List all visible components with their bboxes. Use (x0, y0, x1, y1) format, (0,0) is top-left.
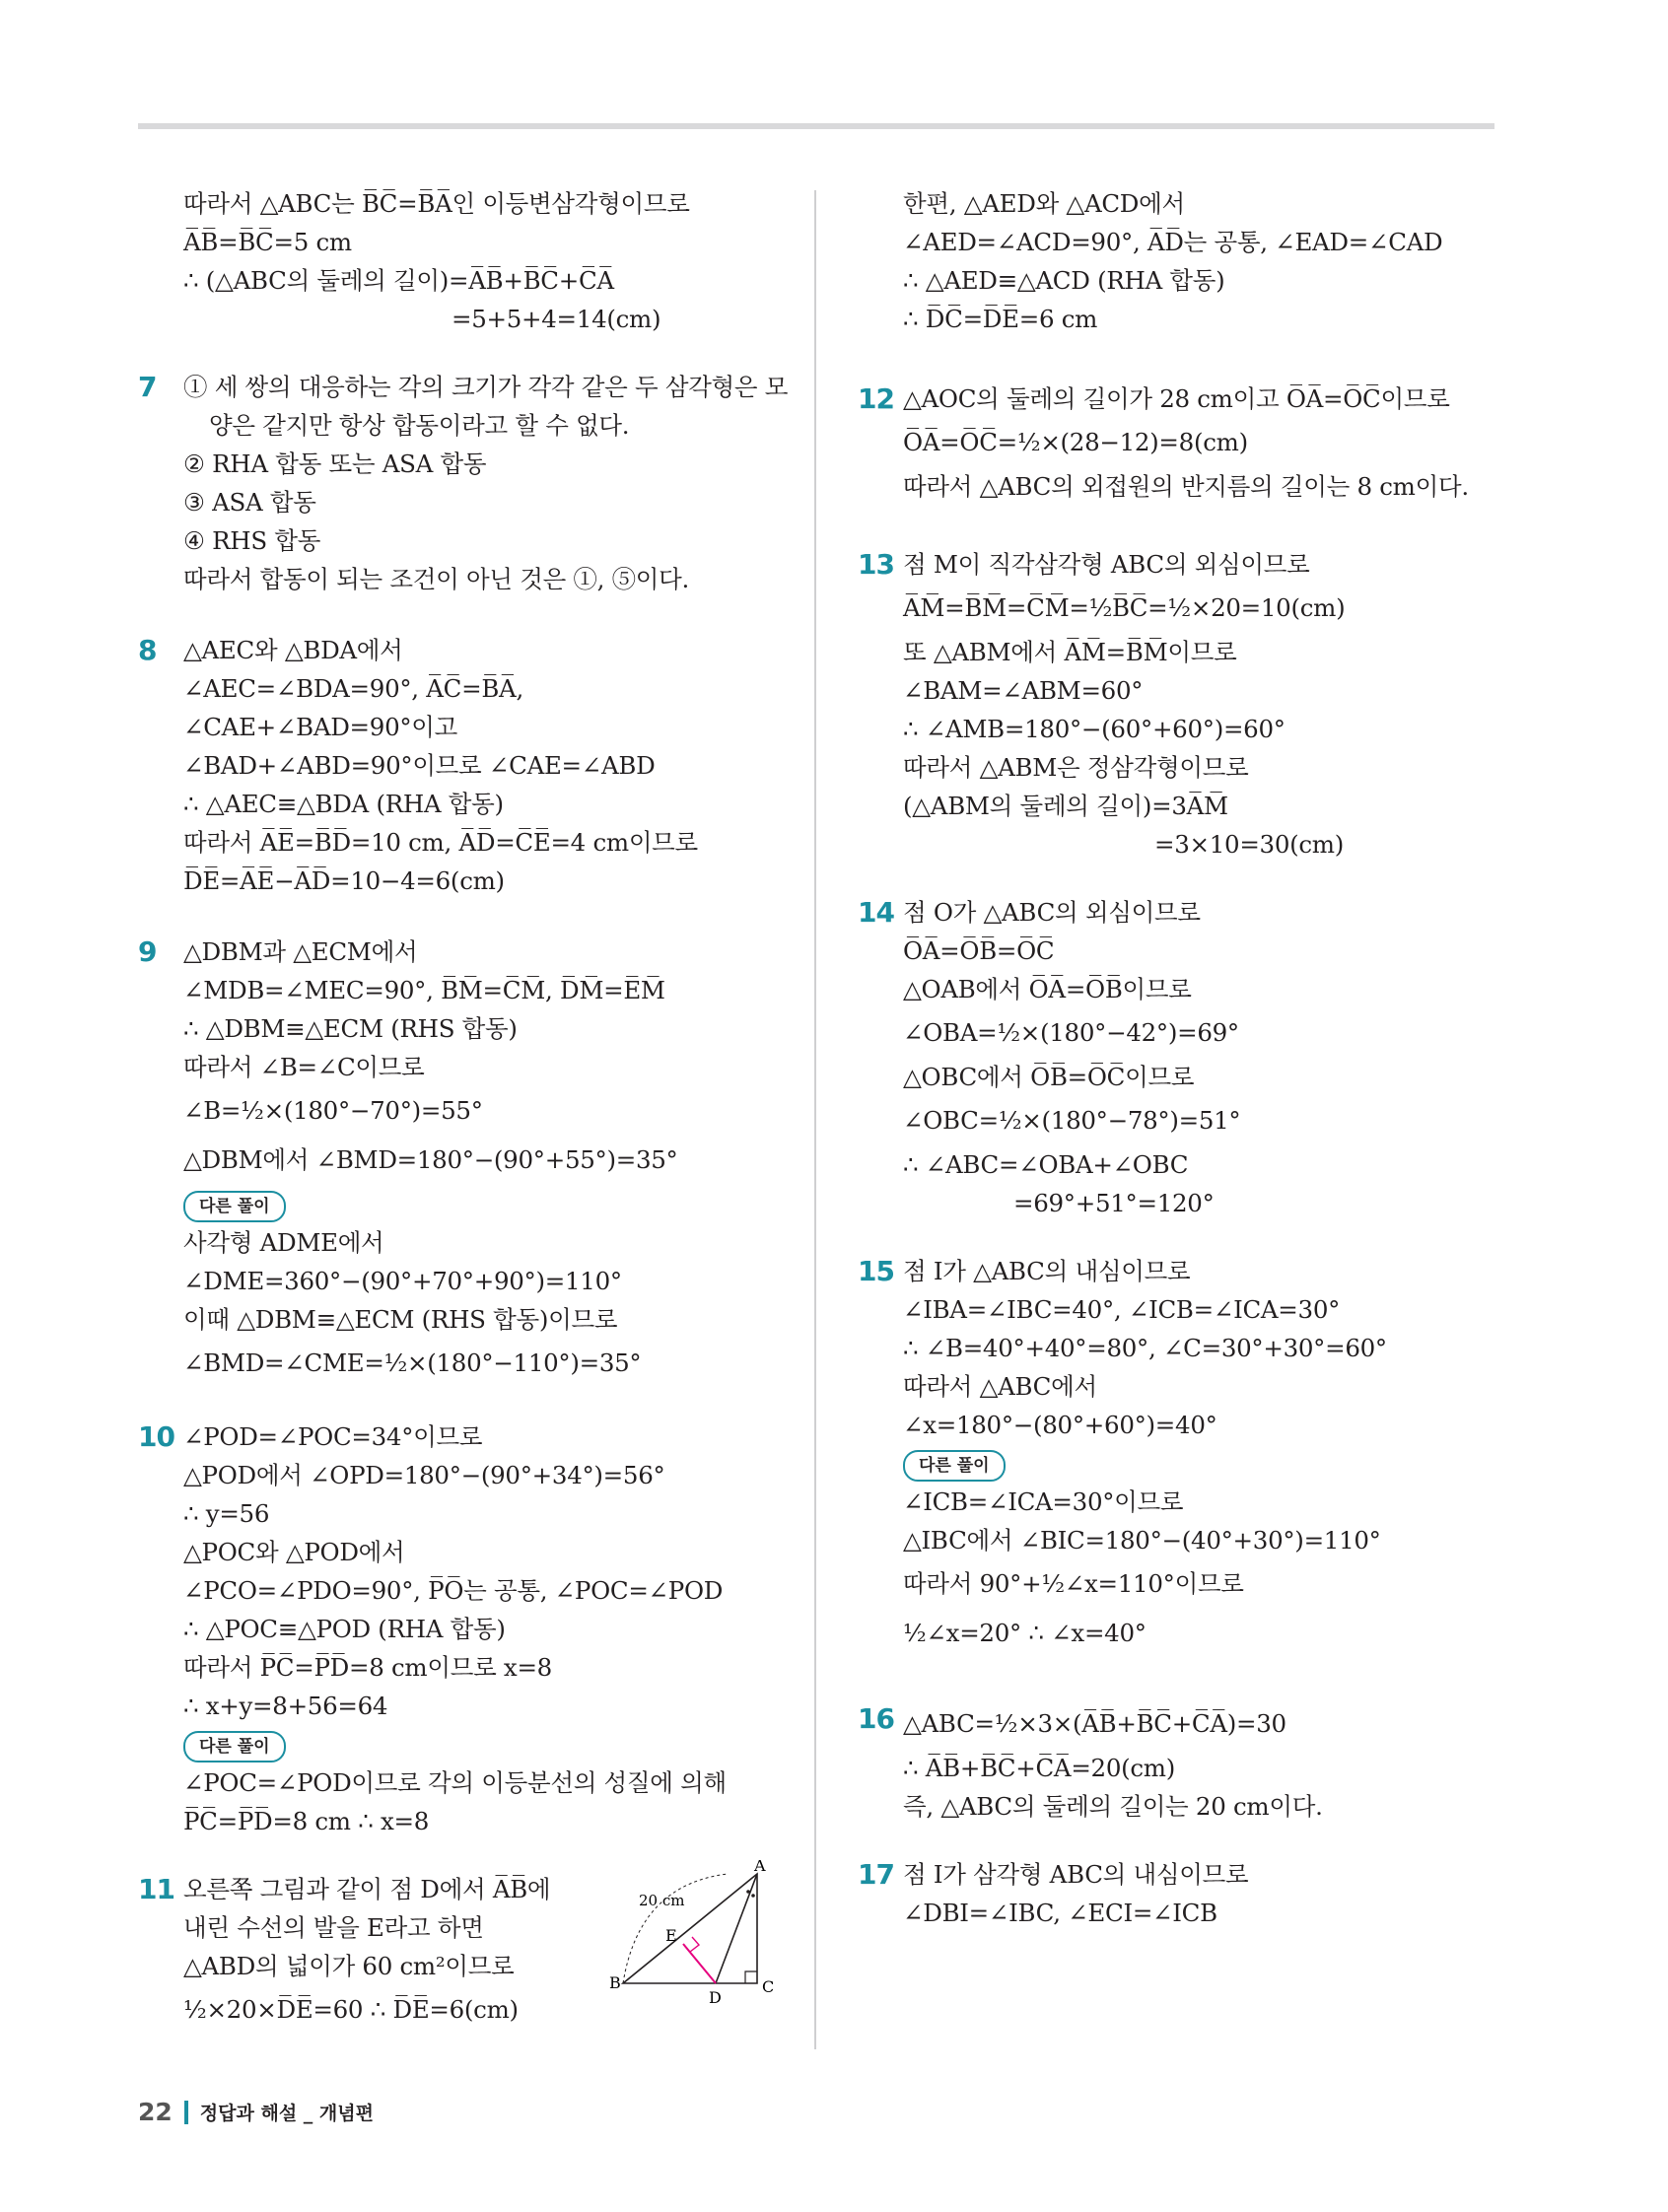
problem-number: 15 (858, 1255, 894, 1287)
solution-line: ∴ ∠AMB=180°−(60°+60°)=60° (903, 715, 1286, 743)
solution-line: ∠ICB=∠ICA=30°이므로 (903, 1487, 1184, 1516)
solution-line: ∠BAM=∠ABM=60° (903, 676, 1144, 705)
page-number: 22 (138, 2098, 173, 2126)
solution-line: △OBC에서 O̅B̅=O̅C̅이므로 (903, 1063, 1195, 1091)
solution-line: ∠BAD+∠ABD=90°이므로 ∠CAE=∠ABD (183, 751, 656, 780)
label-b: B (609, 1973, 621, 1992)
solution-line: 따라서 A̅E̅=B̅D̅=10 cm, A̅D̅=C̅E̅=4 cm이므로 (183, 828, 698, 857)
solution-line: ∠OBC=½×(180°−78°)=51° (903, 1106, 1241, 1135)
solution-line: 점 O가 △ABC의 외심이므로 (903, 898, 1201, 927)
solution-line: △POC와 △POD에서 (183, 1538, 405, 1566)
problem-8 (138, 631, 789, 900)
solution-line: ∠PCO=∠PDO=90°, P̅O̅는 공통, ∠POC=∠POD (183, 1576, 724, 1605)
solution-line: ½×20×D̅E̅=60 ∴ D̅E̅=6(cm) (183, 1995, 519, 2024)
problem-11 (138, 1860, 789, 2035)
solution-line: △DBM에서 ∠BMD=180°−(90°+55°)=35° (183, 1145, 678, 1174)
solution-line: A̅B̅=B̅C̅=5 cm (183, 228, 352, 256)
problem-12 (858, 380, 1489, 506)
solution-line: ③ ASA 합동 (183, 488, 316, 517)
solution-line: 따라서 △ABM은 정삼각형이므로 (903, 753, 1249, 782)
problem-number: 14 (858, 896, 894, 929)
alt-solution-badge: 다른 풀이 (183, 1731, 286, 1763)
solution-line: =69°+51°=120° (1013, 1189, 1215, 1217)
label-c: C (762, 1977, 775, 1996)
solution-line: 따라서 △ABC는 B̅C̅=B̅A̅인 이등변삼각형이므로 (183, 189, 690, 218)
solution-line: △AOC의 둘레의 길이가 28 cm이고 O̅A̅=O̅C̅이므로 (903, 384, 1450, 413)
solution-line: ∴ (△ABC의 둘레의 길이)=A̅B̅+B̅C̅+C̅A̅ (183, 266, 614, 295)
solution-line: △OAB에서 O̅A̅=O̅B̅이므로 (903, 975, 1192, 1003)
solution-line: ∴ x+y=8+56=64 (183, 1692, 388, 1720)
problem-9 (138, 933, 789, 1388)
solution-line: =3×10=30(cm) (1154, 830, 1344, 859)
solution-line: D̅E̅=A̅E̅−A̅D̅=10−4=6(cm) (183, 866, 505, 895)
column-divider (814, 190, 816, 2049)
solution-line: △ABD의 넓이가 60 cm²이므로 (183, 1952, 515, 1980)
solution-line: △AEC와 △BDA에서 (183, 636, 403, 664)
solution-line: (△ABM의 둘레의 길이)=3A̅M̅ (903, 792, 1228, 820)
solution-line: ② RHA 합동 또는 ASA 합동 (183, 449, 487, 478)
solution-line: 따라서 △ABC의 외접원의 반지름의 길이는 8 cm이다. (903, 472, 1469, 501)
solution-line: ∠AEC=∠BDA=90°, A̅C̅=B̅A̅, (183, 674, 523, 703)
problem-10 (138, 1417, 789, 1840)
solution-line: 사각형 ADME에서 (183, 1228, 384, 1257)
left-column (138, 184, 789, 2035)
label-d: D (709, 1988, 722, 2007)
solution-line: ∴ D̅C̅=D̅E̅=6 cm (903, 305, 1098, 333)
solution-line: ∴ A̅B̅+B̅C̅+C̅A̅=20(cm) (903, 1754, 1175, 1782)
solution-line: △ABC=½×3×(A̅B̅+B̅C̅+C̅A̅)=30 (903, 1709, 1286, 1738)
solution-line: ∠POD=∠POC=34°이므로 (183, 1422, 483, 1451)
solution-line: ∴ △DBM≡△ECM (RHS 합동) (183, 1014, 518, 1043)
problem-17 (858, 1855, 1489, 1932)
solution-line: O̅A̅=O̅B̅=O̅C̅ (903, 936, 1055, 965)
solution-line: ∠DME=360°−(90°+70°+90°)=110° (183, 1267, 622, 1295)
solution-line: ∴ △POC≡△POD (RHA 합동) (183, 1615, 506, 1643)
solution-line: ∠DBI=∠IBC, ∠ECI=∠ICB (903, 1899, 1217, 1927)
solution-line: ∠AED=∠ACD=90°, A̅D̅는 공통, ∠EAD=∠CAD (903, 228, 1443, 256)
solution-line: ½∠x=20° ∴ ∠x=40° (903, 1619, 1147, 1647)
solution-line: ∠BMD=∠CME=½×(180°−110°)=35° (183, 1348, 642, 1377)
problem-number: 11 (138, 1873, 174, 1905)
problem-14 (858, 893, 1489, 1222)
continued-solution (858, 184, 1489, 338)
solution-line: 내린 수선의 발을 E라고 하면 (183, 1913, 484, 1942)
solution-line: ∠MDB=∠MEC=90°, B̅M̅=C̅M̅, D̅M̅=E̅M̅ (183, 976, 665, 1004)
solution-line: 따라서 △ABC에서 (903, 1372, 1097, 1401)
right-column (858, 184, 1489, 1932)
problem-number: 10 (138, 1420, 174, 1453)
problem-number: 12 (858, 382, 894, 415)
solution-line: 따라서 합동이 되는 조건이 아닌 것은 ①, ⑤이다. (183, 565, 690, 593)
solution-line: 따라서 ∠B=∠C이므로 (183, 1053, 425, 1081)
solution-line: ∴ △AED≡△ACD (RHA 합동) (903, 266, 1225, 295)
solution-line: 따라서 P̅C̅=P̅D̅=8 cm이므로 x=8 (183, 1653, 552, 1682)
alt-solution-badge: 다른 풀이 (903, 1450, 1006, 1482)
problem-number: 16 (858, 1702, 894, 1735)
problem-15 (858, 1252, 1489, 1658)
problem-number: 7 (138, 371, 157, 403)
solution-line: ∠IBA=∠IBC=40°, ∠ICB=∠ICA=30° (903, 1295, 1341, 1324)
solution-line: ① 세 쌍의 대응하는 각의 크기가 각각 같은 두 삼각형은 모 (183, 373, 789, 401)
solution-line: ∠B=½×(180°−70°)=55° (183, 1096, 483, 1125)
solution-line: △POD에서 ∠OPD=180°−(90°+34°)=56° (183, 1461, 665, 1489)
problem-13 (858, 545, 1489, 864)
solution-line: ∠x=180°−(80°+60°)=40° (903, 1411, 1217, 1439)
solution-line: ∴ y=56 (183, 1499, 270, 1528)
solution-line: 즉, △ABC의 둘레의 길이는 20 cm이다. (903, 1792, 1323, 1821)
problem-16 (858, 1699, 1489, 1826)
page-footer (138, 2098, 374, 2133)
solution-line: A̅M̅=B̅M̅=C̅M̅=½B̅C̅=½×20=10(cm) (903, 593, 1346, 622)
solution-line: 한편, △AED와 △ACD에서 (903, 189, 1185, 218)
problem-number: 13 (858, 548, 894, 581)
solution-line: ∠OBA=½×(180°−42°)=69° (903, 1018, 1239, 1047)
solution-line: 양은 같지만 항상 합동이라고 할 수 없다. (209, 411, 630, 440)
triangle-figure (609, 1860, 797, 2008)
footer-divider (184, 2101, 188, 2124)
label-e: E (665, 1926, 677, 1945)
solution-line: =5+5+4=14(cm) (452, 305, 661, 333)
solution-line: 이때 △DBM≡△ECM (RHS 합동)이므로 (183, 1305, 618, 1334)
solution-line: 오른쪽 그림과 같이 점 D에서 A̅B̅에 (183, 1875, 551, 1903)
problem-7 (138, 368, 789, 598)
continued-solution (138, 184, 789, 338)
top-rule (138, 123, 1494, 129)
length-label: 20 cm (639, 1892, 685, 1909)
solution-line: ④ RHS 합동 (183, 526, 321, 555)
solution-line: △DBM과 △ECM에서 (183, 937, 418, 966)
solution-line: 점 I가 삼각형 ABC의 내심이므로 (903, 1860, 1249, 1889)
problem-number: 17 (858, 1858, 894, 1891)
solution-line: ∠POC=∠POD이므로 각의 이등분선의 성질에 의해 (183, 1768, 727, 1797)
solution-line: 따라서 90°+½∠x=110°이므로 (903, 1569, 1244, 1598)
solution-line: △IBC에서 ∠BIC=180°−(40°+30°)=110° (903, 1526, 1381, 1555)
solution-line: 또 △ABM에서 A̅M̅=B̅M̅이므로 (903, 638, 1237, 666)
solution-line: ∴ ∠ABC=∠OBA+∠OBC (903, 1150, 1189, 1179)
solution-line: 점 M이 직각삼각형 ABC의 외심이므로 (903, 550, 1310, 579)
problem-number: 8 (138, 634, 157, 666)
solution-line: ∠CAE+∠BAD=90°이고 (183, 713, 458, 741)
footer-title: 정답과 해설 _ 개념편 (199, 2103, 374, 2124)
problem-number: 9 (138, 935, 157, 968)
solution-line: ∴ △AEC≡△BDA (RHA 합동) (183, 790, 504, 818)
alt-solution-badge: 다른 풀이 (183, 1191, 286, 1222)
label-a: A (754, 1860, 766, 1875)
solution-line: O̅A̅=O̅C̅=½×(28−12)=8(cm) (903, 428, 1248, 456)
solution-line: P̅C̅=P̅D̅=8 cm ∴ x=8 (183, 1807, 430, 1835)
solution-line: ∴ ∠B=40°+40°=80°, ∠C=30°+30°=60° (903, 1334, 1387, 1362)
solution-line: 점 I가 △ABC의 내심이므로 (903, 1257, 1191, 1285)
